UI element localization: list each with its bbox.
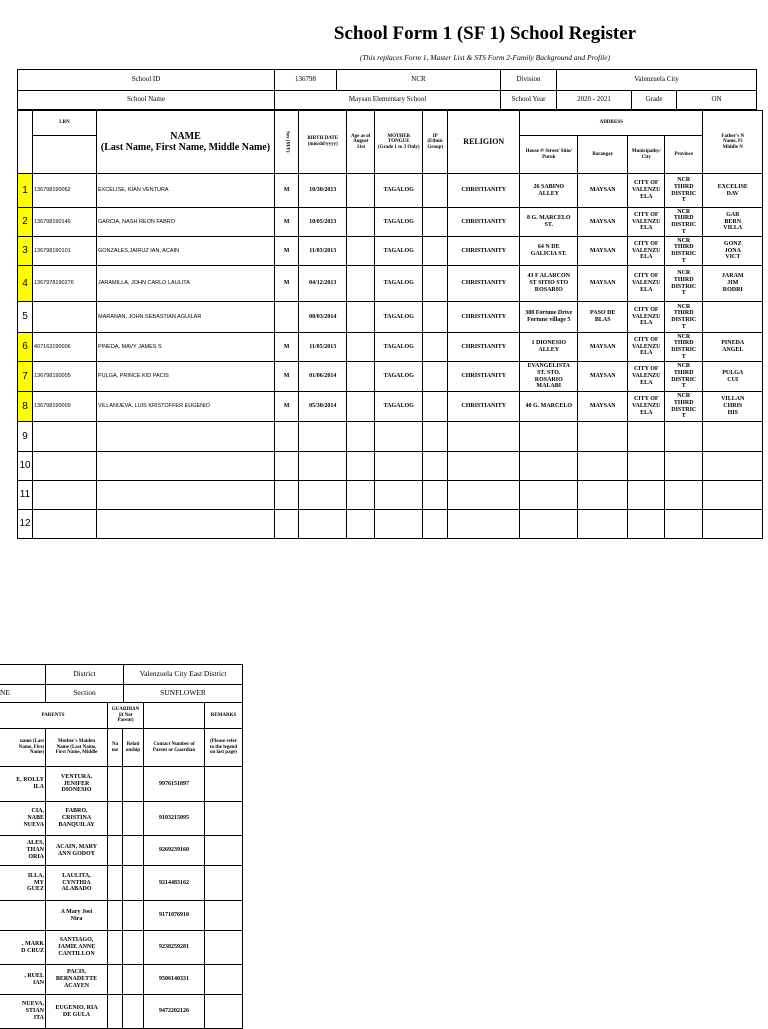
house-cell: 43 F ALARCON ST SITIO STO ROSARIO bbox=[520, 266, 578, 302]
age-header: Age as of August 31st bbox=[347, 111, 375, 174]
age-cell bbox=[347, 510, 375, 539]
age-cell bbox=[347, 174, 375, 208]
mother-name-cell: LAULITA, CYNTHIA ALABADO bbox=[46, 866, 108, 901]
lrn-sub-header bbox=[33, 136, 97, 174]
sex-cell: M bbox=[275, 266, 299, 302]
form-subtitle: (This replaces Form 1, Master List & STS Form 2-Family Background and Profile) bbox=[359, 53, 611, 62]
row-number: 10 bbox=[18, 452, 33, 481]
guardian-relationship-col-header: Relati onship bbox=[123, 729, 144, 767]
name-cell: VILLANUEVA, LUIS KRISTOFFER EUGENIO bbox=[97, 392, 275, 422]
lrn-cell: 136798190005 bbox=[33, 362, 97, 392]
father-cell: PINEDA ANGEL bbox=[703, 333, 763, 362]
sex-cell: M bbox=[275, 237, 299, 266]
sex-cell: M bbox=[275, 333, 299, 362]
province-cell bbox=[665, 481, 703, 510]
mother-tongue-cell: TAGALOG bbox=[375, 174, 423, 208]
lrn-cell bbox=[33, 422, 97, 452]
guardian-name-cell bbox=[108, 995, 123, 1029]
house-cell bbox=[520, 422, 578, 452]
birth-date-cell: 01/06/2014 bbox=[299, 362, 347, 392]
lrn-cell: 136798190062 bbox=[33, 174, 97, 208]
sex-cell bbox=[275, 452, 299, 481]
father-name-cell: E, ROLLY ILA bbox=[0, 767, 46, 802]
name-cell: GARCIA, NASH REON FABRO bbox=[97, 208, 275, 237]
sex-cell: M bbox=[275, 174, 299, 208]
religion-cell: CHRISTIANITY bbox=[448, 333, 520, 362]
student-register-table bbox=[17, 110, 763, 539]
province-cell: NCR THIRD DISTRIC T bbox=[665, 392, 703, 422]
city-cell: CITY OF VALENZU ELA bbox=[628, 333, 665, 362]
parents-header: PARENTS bbox=[0, 703, 108, 729]
student-row bbox=[18, 362, 763, 392]
city-cell bbox=[628, 510, 665, 539]
lrn-cell bbox=[33, 452, 97, 481]
contact-number-cell: 9976151897 bbox=[144, 767, 205, 802]
barangay-cell bbox=[578, 510, 628, 539]
remarks-cell bbox=[205, 836, 243, 866]
house-cell bbox=[520, 510, 578, 539]
guardian-relationship-cell bbox=[123, 767, 144, 802]
ip-cell bbox=[423, 452, 448, 481]
house-cell: 64 N DE GALICIA ST. bbox=[520, 237, 578, 266]
district-label: District bbox=[46, 665, 124, 685]
student-row bbox=[18, 510, 763, 539]
father-cell bbox=[703, 422, 763, 452]
age-cell bbox=[347, 333, 375, 362]
province-cell: NCR THIRD DISTRIC T bbox=[665, 208, 703, 237]
row-number: 8 bbox=[18, 392, 33, 422]
father-name-cell: ILLA, MY GUEZ bbox=[0, 866, 46, 901]
lrn-cell: 407163190006 bbox=[33, 333, 97, 362]
school-id-value: 136798 bbox=[275, 70, 337, 91]
ip-cell bbox=[423, 392, 448, 422]
row-number: 7 bbox=[18, 362, 33, 392]
division-value: Valenzuela City bbox=[557, 70, 757, 91]
row-number: 6 bbox=[18, 333, 33, 362]
religion-cell: CHRISTIANITY bbox=[448, 174, 520, 208]
religion-cell bbox=[448, 422, 520, 452]
barangay-cell: MAYSAN bbox=[578, 208, 628, 237]
barangay-cell: MAYSAN bbox=[578, 333, 628, 362]
house-cell: 1 DIONESIO ALLEY bbox=[520, 333, 578, 362]
mother-name-cell: SANTIAGO, JAMIE ANNE CANTILLON bbox=[46, 931, 108, 965]
province-cell: NCR THIRD DISTRIC T bbox=[665, 302, 703, 333]
school-id-label: School ID bbox=[18, 70, 275, 91]
mother-name-cell: VENTURA, JENIFER DIONESIO bbox=[46, 767, 108, 802]
row-number: 3 bbox=[18, 237, 33, 266]
ip-cell bbox=[423, 237, 448, 266]
name-cell: MARANAN, JOHN SEBASTIAN AGUILAR bbox=[97, 302, 275, 333]
guardian-name-cell bbox=[108, 901, 123, 931]
religion-header: RELIGION bbox=[448, 111, 520, 174]
section-label: Section bbox=[46, 685, 124, 703]
remarks-cell bbox=[205, 866, 243, 901]
guardian-relationship-cell bbox=[123, 995, 144, 1029]
parent-row bbox=[0, 836, 243, 866]
religion-cell bbox=[448, 452, 520, 481]
contact-number-cell: 9103215095 bbox=[144, 802, 205, 836]
father-name-cell: NUEVA, STIAN ITA bbox=[0, 995, 46, 1029]
city-cell: CITY OF VALENZU ELA bbox=[628, 302, 665, 333]
birth-date-cell bbox=[299, 452, 347, 481]
sex-cell: M bbox=[275, 392, 299, 422]
remarks-header: REMARKS bbox=[205, 703, 243, 729]
province-cell bbox=[665, 452, 703, 481]
father-cell bbox=[703, 510, 763, 539]
lrn-cell bbox=[33, 481, 97, 510]
guardian-relationship-cell bbox=[123, 866, 144, 901]
province-cell: NCR THIRD DISTRIC T bbox=[665, 266, 703, 302]
lrn-cell bbox=[33, 302, 97, 333]
mother-name-cell: EUGENIO, RIA DE GULA bbox=[46, 995, 108, 1029]
sex-cell bbox=[275, 302, 299, 333]
age-cell bbox=[347, 392, 375, 422]
father-name-cell: , MARK D CRUZ bbox=[0, 931, 46, 965]
barangay-cell: MAYSAN bbox=[578, 174, 628, 208]
school-name-value: Maysan Elementary School bbox=[275, 91, 501, 110]
city-cell: CITY OF VALENZU ELA bbox=[628, 266, 665, 302]
district-value: Valenzuela City East District bbox=[124, 665, 243, 685]
student-row bbox=[18, 208, 763, 237]
row-number-header bbox=[18, 111, 33, 174]
birth-date-cell: 08/03/2014 bbox=[299, 302, 347, 333]
name-cell: GONZALES,JAIRUZ IAN, ACAIN bbox=[97, 237, 275, 266]
student-row bbox=[18, 302, 763, 333]
ip-cell bbox=[423, 510, 448, 539]
mother-tongue-cell bbox=[375, 452, 423, 481]
student-row bbox=[18, 422, 763, 452]
province-cell bbox=[665, 422, 703, 452]
remarks-cell bbox=[205, 965, 243, 995]
parent-row bbox=[0, 901, 243, 931]
contact-number-col-header: Contact Number of Parent or Guardian bbox=[144, 729, 205, 767]
sex-cell bbox=[275, 481, 299, 510]
age-cell bbox=[347, 362, 375, 392]
mother-name-cell: FABRO, CRISTINA BANQUILAY bbox=[46, 802, 108, 836]
ip-cell bbox=[423, 422, 448, 452]
province-cell: NCR THIRD DISTRIC T bbox=[665, 174, 703, 208]
father-name-cell: ALES, THAN ORIA bbox=[0, 836, 46, 866]
row-number: 2 bbox=[18, 208, 33, 237]
religion-cell bbox=[448, 510, 520, 539]
barangay-cell: MAYSAN bbox=[578, 237, 628, 266]
remarks-cell bbox=[205, 802, 243, 836]
lrn-header: LRN bbox=[33, 111, 97, 136]
father-name-col-header: name (Last Name, First Name) bbox=[0, 729, 46, 767]
region-value: NCR bbox=[337, 70, 501, 91]
name-cell: EXCELISE, KIAN VENTURA bbox=[97, 174, 275, 208]
sex-header: Sex (M/F) bbox=[275, 111, 299, 174]
guardian-relationship-cell bbox=[123, 931, 144, 965]
ip-cell bbox=[423, 266, 448, 302]
school-info-table bbox=[17, 69, 757, 110]
remarks-cell bbox=[205, 931, 243, 965]
lrn-cell: 136798190146 bbox=[33, 208, 97, 237]
father-cell: GONZ JONA VICT bbox=[703, 237, 763, 266]
page2-blank bbox=[0, 665, 46, 685]
guardian-name-cell bbox=[108, 931, 123, 965]
age-cell bbox=[347, 302, 375, 333]
city-cell bbox=[628, 481, 665, 510]
barangay-cell bbox=[578, 452, 628, 481]
religion-cell bbox=[448, 481, 520, 510]
religion-cell: CHRISTIANITY bbox=[448, 362, 520, 392]
contact-number-cell: 9238259281 bbox=[144, 931, 205, 965]
parent-row bbox=[0, 965, 243, 995]
age-cell bbox=[347, 422, 375, 452]
name-cell bbox=[97, 452, 275, 481]
house-cell: 26 SABINO ALLEY bbox=[520, 174, 578, 208]
house-header: House #/ Street/ Sitio/ Purok bbox=[520, 136, 578, 174]
religion-cell: CHRISTIANITY bbox=[448, 237, 520, 266]
father-name-header: Father's N Name, Fi Middle N bbox=[703, 111, 763, 174]
guardian-header: GUARDIAN (if Not Parent) bbox=[108, 703, 144, 729]
remarks-cell bbox=[205, 901, 243, 931]
province-cell bbox=[665, 510, 703, 539]
student-row bbox=[18, 174, 763, 208]
name-cell: JARAMILLA, JOHN CARLO LAULITA bbox=[97, 266, 275, 302]
ip-cell bbox=[423, 174, 448, 208]
father-cell bbox=[703, 452, 763, 481]
contact-number-cell: 9214483162 bbox=[144, 866, 205, 901]
remarks-cell bbox=[205, 995, 243, 1029]
birth-date-cell: 10/05/2013 bbox=[299, 208, 347, 237]
student-row bbox=[18, 237, 763, 266]
parent-row bbox=[0, 931, 243, 965]
row-number: 11 bbox=[18, 481, 33, 510]
province-cell: NCR THIRD DISTRIC T bbox=[665, 237, 703, 266]
mother-tongue-cell bbox=[375, 481, 423, 510]
barangay-cell: MAYSAN bbox=[578, 392, 628, 422]
student-row bbox=[18, 392, 763, 422]
birth-date-cell: 04/12/2013 bbox=[299, 266, 347, 302]
school-year-label: School Year bbox=[501, 91, 557, 110]
guardian-name-cell bbox=[108, 767, 123, 802]
ip-header: IP (Ethnic Group) bbox=[423, 111, 448, 174]
house-cell bbox=[520, 452, 578, 481]
ip-cell bbox=[423, 302, 448, 333]
guardian-name-cell bbox=[108, 836, 123, 866]
mother-tongue-cell: TAGALOG bbox=[375, 302, 423, 333]
contact-blank-header bbox=[144, 703, 205, 729]
contact-number-cell: 9506140331 bbox=[144, 965, 205, 995]
birth-date-cell bbox=[299, 481, 347, 510]
student-row bbox=[18, 266, 763, 302]
parent-row bbox=[0, 802, 243, 836]
page2-grade-partial: NE bbox=[0, 685, 46, 703]
lrn-cell: 136798190009 bbox=[33, 392, 97, 422]
guardian-relationship-cell bbox=[123, 965, 144, 995]
age-cell bbox=[347, 237, 375, 266]
page2-info-table bbox=[0, 664, 243, 703]
lrn-cell: 136798190101 bbox=[33, 237, 97, 266]
city-cell: CITY OF VALENZU ELA bbox=[628, 392, 665, 422]
mother-name-cell: PACIS, BERNADETTE ACAYEN bbox=[46, 965, 108, 995]
father-cell: EXCELISE DAV bbox=[703, 174, 763, 208]
name-header: NAME (Last Name, First Name, Middle Name) bbox=[97, 111, 275, 174]
address-header: ADDRESS bbox=[520, 111, 703, 136]
mother-tongue-header: MOTHER TONGUE (Grade 1 to 3 Only) bbox=[375, 111, 423, 174]
form-title: School Form 1 (SF 1) School Register bbox=[333, 23, 637, 44]
contact-number-cell: 9171076910 bbox=[144, 901, 205, 931]
row-number: 5 bbox=[18, 302, 33, 333]
name-cell: PULGA, PRINCE KID PACIS bbox=[97, 362, 275, 392]
name-cell: PINEDA, MAVY JAMES S bbox=[97, 333, 275, 362]
barangay-cell bbox=[578, 422, 628, 452]
house-cell: 8 G. MARCELO ST. bbox=[520, 208, 578, 237]
remarks-cell bbox=[205, 767, 243, 802]
house-cell: 40 G. MARCELO bbox=[520, 392, 578, 422]
religion-cell: CHRISTIANITY bbox=[448, 266, 520, 302]
grade-value: ON bbox=[677, 91, 757, 110]
province-cell: NCR THIRD DISTRIC T bbox=[665, 362, 703, 392]
ip-cell bbox=[423, 333, 448, 362]
religion-cell: CHRISTIANITY bbox=[448, 302, 520, 333]
row-number: 12 bbox=[18, 510, 33, 539]
father-cell: JARAM JIM RODRI bbox=[703, 266, 763, 302]
contact-number-cell: 9269239160 bbox=[144, 836, 205, 866]
guardian-relationship-cell bbox=[123, 802, 144, 836]
guardian-name-col-header: Na me bbox=[108, 729, 123, 767]
name-cell bbox=[97, 422, 275, 452]
city-cell: CITY OF VALENZU ELA bbox=[628, 208, 665, 237]
birth-date-cell: 10/30/2013 bbox=[299, 174, 347, 208]
ip-cell bbox=[423, 208, 448, 237]
parents-guardian-table bbox=[0, 702, 243, 1029]
school-year-value: 2020 - 2021 bbox=[557, 91, 632, 110]
birth-date-cell: 11/05/2013 bbox=[299, 333, 347, 362]
grade-label: Grade bbox=[632, 91, 677, 110]
guardian-name-cell bbox=[108, 965, 123, 995]
sex-cell bbox=[275, 510, 299, 539]
mother-name-col-header: Mother's Maiden Name (Last Name, First Name, Middle bbox=[46, 729, 108, 767]
division-label: Division bbox=[501, 70, 557, 91]
sex-cell: M bbox=[275, 208, 299, 237]
parent-row bbox=[0, 866, 243, 901]
lrn-cell bbox=[33, 510, 97, 539]
section-value: SUNFLOWER bbox=[124, 685, 243, 703]
student-row bbox=[18, 333, 763, 362]
father-cell bbox=[703, 302, 763, 333]
father-cell bbox=[703, 481, 763, 510]
parent-row bbox=[0, 767, 243, 802]
father-cell: VILLAN CHRIS HIS bbox=[703, 392, 763, 422]
row-number: 9 bbox=[18, 422, 33, 452]
student-row bbox=[18, 481, 763, 510]
religion-cell: CHRISTIANITY bbox=[448, 392, 520, 422]
mother-tongue-cell: TAGALOG bbox=[375, 362, 423, 392]
city-cell: CITY OF VALENZU ELA bbox=[628, 174, 665, 208]
religion-cell: CHRISTIANITY bbox=[448, 208, 520, 237]
mother-tongue-cell: TAGALOG bbox=[375, 208, 423, 237]
house-cell bbox=[520, 481, 578, 510]
father-name-cell: CIA, NABE NUEVA bbox=[0, 802, 46, 836]
name-cell bbox=[97, 510, 275, 539]
guardian-name-cell bbox=[108, 866, 123, 901]
guardian-name-cell bbox=[108, 802, 123, 836]
parent-row bbox=[0, 995, 243, 1029]
father-name-cell bbox=[0, 901, 46, 931]
mother-tongue-cell bbox=[375, 422, 423, 452]
mother-tongue-cell: TAGALOG bbox=[375, 333, 423, 362]
province-cell: NCR THIRD DISTRIC T bbox=[665, 333, 703, 362]
birth-date-cell: 05/30/2014 bbox=[299, 392, 347, 422]
barangay-cell bbox=[578, 481, 628, 510]
barangay-cell: MAYSAN bbox=[578, 362, 628, 392]
father-cell: GAR BERN VILLA bbox=[703, 208, 763, 237]
mother-name-cell: A Mary Joei Nira bbox=[46, 901, 108, 931]
barangay-cell: PASO DE BLAS bbox=[578, 302, 628, 333]
mother-tongue-cell: TAGALOG bbox=[375, 237, 423, 266]
birth-date-cell bbox=[299, 422, 347, 452]
ip-cell bbox=[423, 481, 448, 510]
age-cell bbox=[347, 452, 375, 481]
birth-date-cell bbox=[299, 510, 347, 539]
mother-tongue-cell: TAGALOG bbox=[375, 392, 423, 422]
mother-name-cell: ACAIN, MARY ANN GODOY bbox=[46, 836, 108, 866]
city-cell: CITY OF VALENZU ELA bbox=[628, 362, 665, 392]
city-cell bbox=[628, 422, 665, 452]
barangay-cell: MAYSAN bbox=[578, 266, 628, 302]
sex-cell bbox=[275, 422, 299, 452]
house-cell: 388 Fortune Drive Fortune village 5 bbox=[520, 302, 578, 333]
age-cell bbox=[347, 208, 375, 237]
row-number: 4 bbox=[18, 266, 33, 302]
age-cell bbox=[347, 266, 375, 302]
house-cell: EVANGELISTA ST. STO. ROSARIO MALABI bbox=[520, 362, 578, 392]
age-cell bbox=[347, 481, 375, 510]
sex-cell: M bbox=[275, 362, 299, 392]
guardian-relationship-cell bbox=[123, 836, 144, 866]
birth-date-header: BIRTH DATE (mm/dd/yyyy) bbox=[299, 111, 347, 174]
school-name-label: School Name bbox=[18, 91, 275, 110]
contact-number-cell: 9472202126 bbox=[144, 995, 205, 1029]
father-cell: PULGA CUI bbox=[703, 362, 763, 392]
lrn-cell: 1367978190276 bbox=[33, 266, 97, 302]
city-cell: CITY OF VALENZU ELA bbox=[628, 237, 665, 266]
remarks-col-header: (Please refer to the legend on last page) bbox=[205, 729, 243, 767]
mother-tongue-cell: TAGALOG bbox=[375, 266, 423, 302]
guardian-relationship-cell bbox=[123, 901, 144, 931]
name-cell bbox=[97, 481, 275, 510]
province-header: Province bbox=[665, 136, 703, 174]
ip-cell bbox=[423, 362, 448, 392]
birth-date-cell: 11/03/2013 bbox=[299, 237, 347, 266]
father-name-cell: , RUEL IAN bbox=[0, 965, 46, 995]
mother-tongue-cell bbox=[375, 510, 423, 539]
city-cell bbox=[628, 452, 665, 481]
barangay-header: Barangay bbox=[578, 136, 628, 174]
row-number: 1 bbox=[18, 174, 33, 208]
student-row bbox=[18, 452, 763, 481]
municipality-header: Municipality/ City bbox=[628, 136, 665, 174]
